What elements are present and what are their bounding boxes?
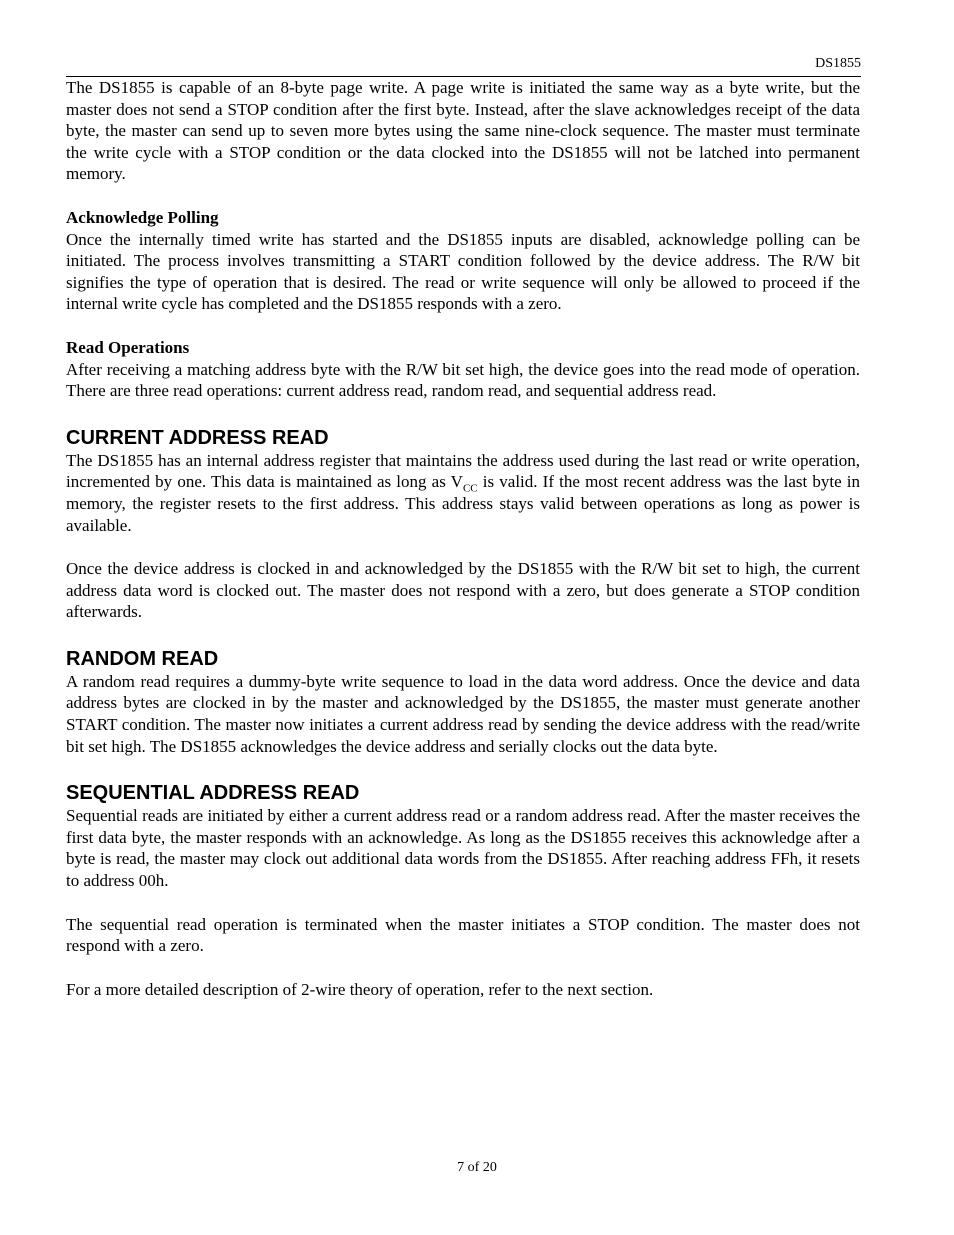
- spacer: [66, 957, 860, 979]
- text-run: The DS1855 has an internal address register that maintains the address used during the last read or write operation, incremented by one. This data is maintained as long as V: [66, 450, 860, 492]
- read-operations-heading: Read Operations: [66, 337, 190, 357]
- sequential-read-paragraph-3: For a more detailed description of 2-wire theory of operation, refer to the next section.: [66, 979, 654, 999]
- random-read-heading: RANDOM READ: [66, 647, 219, 670]
- ack-polling-paragraph: Once the internally timed write has started and the DS1855 inputs are disabled, acknowledge polling can be initiated. The process involves transmitting a START condition followed by the device address. The R/W bit signifies the type of operation that is desired. The read or write sequence will only be allowed to proceed if the internal write cycle has completed and the DS1855 responds with a zero.: [66, 229, 860, 314]
- sequential-read-paragraph-2: The sequential read operation is terminated when the master initiates a STOP condition. The master does not respond with a zero.: [66, 914, 860, 956]
- header-part-number: DS1855: [815, 56, 861, 71]
- spacer: [66, 892, 860, 914]
- current-address-read-paragraph-1: [66, 450, 860, 536]
- read-operations-paragraph: After receiving a matching address byte with the R/W bit set high, the device goes into the read mode of operation. There are three read operations: current address read, random read, and sequential address read.: [66, 359, 860, 401]
- spacer: [66, 315, 860, 337]
- sequential-address-read-heading: SEQUENTIAL ADDRESS READ: [66, 782, 360, 805]
- page-number: 7 of 20: [457, 1160, 497, 1175]
- random-read-paragraph: A random read requires a dummy-byte write sequence to load in the data word address. Once the device and data address bytes are clocked in by the master and acknowledged by the DS1855, the master must generate another START condition. The master now initiates a current address read by sending the device address with the read/write bit set high. The DS1855 acknowledges the device address and serially clocks out the data byte.: [66, 671, 860, 756]
- sequential-read-paragraph-1: Sequential reads are initiated by either a current address read or a random address read. After the master receives the first data byte, the master responds with an acknowledge. As long as the DS1855 receives this acknowledge after a byte is read, the master may clock out additional data words from the DS1855. After reaching address FFh, it resets to address 00h.: [66, 806, 860, 891]
- vcc-subscript: CC: [462, 482, 478, 495]
- intro-paragraph: The DS1855 is capable of an 8-byte page write. A page write is initiated the same way as a byte write, but the master does not send a STOP condition after the first byte. Instead, after the slave acknowledges receipt of the data byte, the master can send up to seven more bytes using the same nine-clock sequence. The master must terminate the write cycle with a STOP condition or the data clocked into the DS1855 will not be latched into permanent memory.: [66, 78, 860, 184]
- current-address-read-paragraph-2: Once the device address is clocked in and acknowledged by the DS1855 with the R/W bit set to high, the current address data word is clocked out. The master does not respond with a zero, but does generate a STOP condition afterwards.: [66, 559, 860, 622]
- ack-polling-heading: Acknowledge Polling: [66, 207, 219, 227]
- text-run: is valid. If the most recent address was the last byte in memory, the register resets to the first address. This address stays valid between operations as long as power is available.: [66, 472, 861, 535]
- spacer: [66, 536, 860, 558]
- page-content: [66, 77, 860, 1000]
- spacer: [66, 185, 860, 207]
- current-address-read-heading: CURRENT ADDRESS READ: [66, 426, 329, 449]
